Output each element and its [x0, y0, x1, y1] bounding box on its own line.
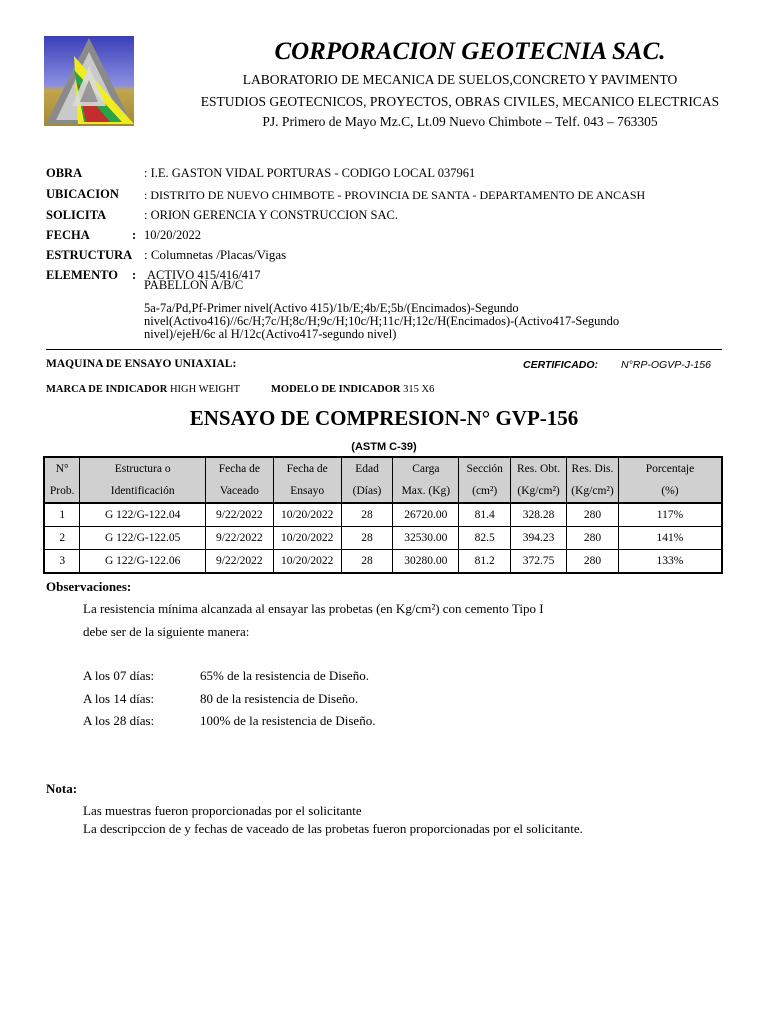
- table-cell: 117%: [618, 503, 722, 527]
- header-cell: N°: [44, 457, 80, 480]
- table-cell: G 122/G-122.04: [80, 503, 206, 527]
- table-cell: 280: [567, 550, 619, 574]
- header-cell: (Kg/cm²): [511, 480, 567, 503]
- table-cell: 10/20/2022: [273, 527, 341, 550]
- test-standard: (ASTM C-39): [351, 441, 417, 453]
- header-cell: (%): [618, 480, 722, 503]
- observaciones-line-1: La resistencia mínima alcanzada al ensayar las probetas (en Kg/cm²) con cemento Tipo I: [83, 601, 544, 616]
- table-cell: 9/22/2022: [205, 503, 273, 527]
- table-cell: 394.23: [511, 527, 567, 550]
- fecha-label: FECHA: [46, 228, 90, 242]
- header-cell: Ensayo: [273, 480, 341, 503]
- table-cell: 81.2: [459, 550, 511, 574]
- header-cell: (Días): [341, 480, 393, 503]
- header-line-2: ESTUDIOS GEOTECNICOS, PROYECTOS, OBRAS CIVILES, MECANICO ELECTRICAS: [200, 94, 720, 109]
- observaciones-title: Observaciones:: [46, 579, 132, 594]
- obra-value: : I.E. GASTON VIDAL PORTURAS - CODIGO LOCAL 037961: [144, 166, 476, 180]
- company-name: CORPORACION GEOTECNIA SAC.: [274, 38, 666, 65]
- header-cell: Prob.: [44, 480, 80, 503]
- obra-label: OBRA: [46, 166, 83, 180]
- table-cell: 372.75: [511, 550, 567, 574]
- header-cell: Estructura o: [80, 457, 206, 480]
- table-cell: 26720.00: [393, 503, 459, 527]
- results-table: [43, 456, 723, 574]
- marca-value: HIGH WEIGHT: [169, 384, 241, 395]
- divider: [46, 349, 722, 350]
- solicita-value: : ORION GERENCIA Y CONSTRUCCION SAC.: [144, 208, 398, 222]
- header-cell: (Kg/cm²): [567, 480, 619, 503]
- modelo-label: MODELO DE INDICADOR: [271, 384, 401, 395]
- table-cell: 3: [44, 550, 80, 574]
- table-cell: 30280.00: [393, 550, 459, 574]
- certificado-value: N°RP-OGVP-J-156: [621, 359, 711, 371]
- header-cell: (cm²): [459, 480, 511, 503]
- table-cell: 28: [341, 527, 393, 550]
- modelo-value: 315 X6: [403, 384, 435, 395]
- header-cell: Res. Dis.: [567, 457, 619, 480]
- table-cell: 10/20/2022: [273, 503, 341, 527]
- header-cell: Sección: [459, 457, 511, 480]
- marca-label: MARCA DE INDICADOR: [46, 384, 168, 395]
- machine-label: MAQUINA DE ENSAYO UNIAXIAL:: [46, 358, 237, 370]
- ubicacion-label: UBICACION: [46, 187, 119, 201]
- estructura-label: ESTRUCTURA: [46, 248, 133, 262]
- elemento-value: ACTIVO 415/416/417: [147, 268, 261, 282]
- modelo-row: [271, 384, 434, 395]
- header-line-3: PJ. Primero de Mayo Mz.C, Lt.09 Nuevo Chimbote – Telf. 043 – 763305: [262, 114, 658, 129]
- table-header-row-1: [44, 457, 722, 480]
- header-line-1: LABORATORIO DE MECANICA DE SUELOS,CONCRETO Y PAVIMENTO: [242, 72, 678, 87]
- table-cell: 133%: [618, 550, 722, 574]
- marca-row: [46, 384, 240, 395]
- obs-day-28: A los 28 días:: [83, 713, 155, 728]
- fecha-colon: :: [132, 228, 137, 242]
- header-cell: Fecha de: [205, 457, 273, 480]
- obs-text-14: 80 de la resistencia de Diseño.: [200, 691, 359, 706]
- table-cell: G 122/G-122.06: [80, 550, 206, 574]
- table-cell: 81.4: [459, 503, 511, 527]
- company-logo: [44, 36, 134, 126]
- table-cell: 328.28: [511, 503, 567, 527]
- nota-line-2: La descripccion de y fechas de vaceado de las probetas fueron proporcionadas por el solicitante.: [83, 821, 583, 836]
- elemento-label: ELEMENTO: [46, 268, 119, 282]
- table-cell: G 122/G-122.05: [80, 527, 206, 550]
- ubicacion-value: : DISTRITO DE NUEVO CHIMBOTE - PROVINCIA DE SANTA - DEPARTAMENTO DE ANCASH: [144, 188, 646, 202]
- table-cell: 2: [44, 527, 80, 550]
- table-header-row-2: [44, 480, 722, 503]
- table-cell: 280: [567, 503, 619, 527]
- table-cell: 9/22/2022: [205, 527, 273, 550]
- table-cell: 32530.00: [393, 527, 459, 550]
- test-title: ENSAYO DE COMPRESION-N° GVP-156: [189, 406, 579, 430]
- header-cell: Carga: [393, 457, 459, 480]
- obs-text-07: 65% de la resistencia de Diseño.: [200, 668, 369, 683]
- header-cell: Edad: [341, 457, 393, 480]
- table-cell: 141%: [618, 527, 722, 550]
- table-row: [44, 503, 722, 527]
- table-cell: 28: [341, 503, 393, 527]
- header-cell: Identificación: [80, 480, 206, 503]
- obs-day-07: A los 07 días:: [83, 668, 155, 683]
- obs-text-28: 100% de la resistencia de Diseño.: [200, 713, 376, 728]
- table-cell: 1: [44, 503, 80, 527]
- observaciones-line-2: debe ser de la siguiente manera:: [83, 624, 250, 639]
- obs-day-14: A los 14 días:: [83, 691, 155, 706]
- fecha-value: 10/20/2022: [144, 228, 201, 242]
- solicita-label: SOLICITA: [46, 208, 107, 222]
- elemento-sub: PABELLON A/B/C: [144, 278, 244, 292]
- table-cell: 10/20/2022: [273, 550, 341, 574]
- nota-title: Nota:: [46, 781, 78, 796]
- company-logo-icon: [44, 36, 134, 126]
- header-cell: Porcentaje: [618, 457, 722, 480]
- estructura-value: : Columnetas /Placas/Vigas: [144, 247, 287, 262]
- table-cell: 9/22/2022: [205, 550, 273, 574]
- table-cell: 82.5: [459, 527, 511, 550]
- header-cell: Max. (Kg): [393, 480, 459, 503]
- nota-line-1: Las muestras fueron proporcionadas por el solicitante: [83, 803, 362, 818]
- header-cell: Res. Obt.: [511, 457, 567, 480]
- header-cell: Fecha de: [273, 457, 341, 480]
- certificado-label: CERTIFICADO:: [523, 359, 599, 371]
- elemento-description: 5a-7a/Pd,Pf-Primer nivel(Activo 415)/1b/E;4b/E;5b/(Encimados)-Segundo nivel(Activo416)//6c/H;7c/H;8c/H;9c/H;10c/H;11c/H;12c/H(Encimados)-(Activo417-Segundo nivel)/ejeH/6c al H/12c(Activo417-segundo nivel): [144, 301, 620, 341]
- table-row: [44, 550, 722, 574]
- table-cell: 280: [567, 527, 619, 550]
- header-cell: Vaceado: [205, 480, 273, 503]
- elemento-colon: :: [132, 268, 137, 282]
- table-cell: 28: [341, 550, 393, 574]
- table-row: [44, 527, 722, 550]
